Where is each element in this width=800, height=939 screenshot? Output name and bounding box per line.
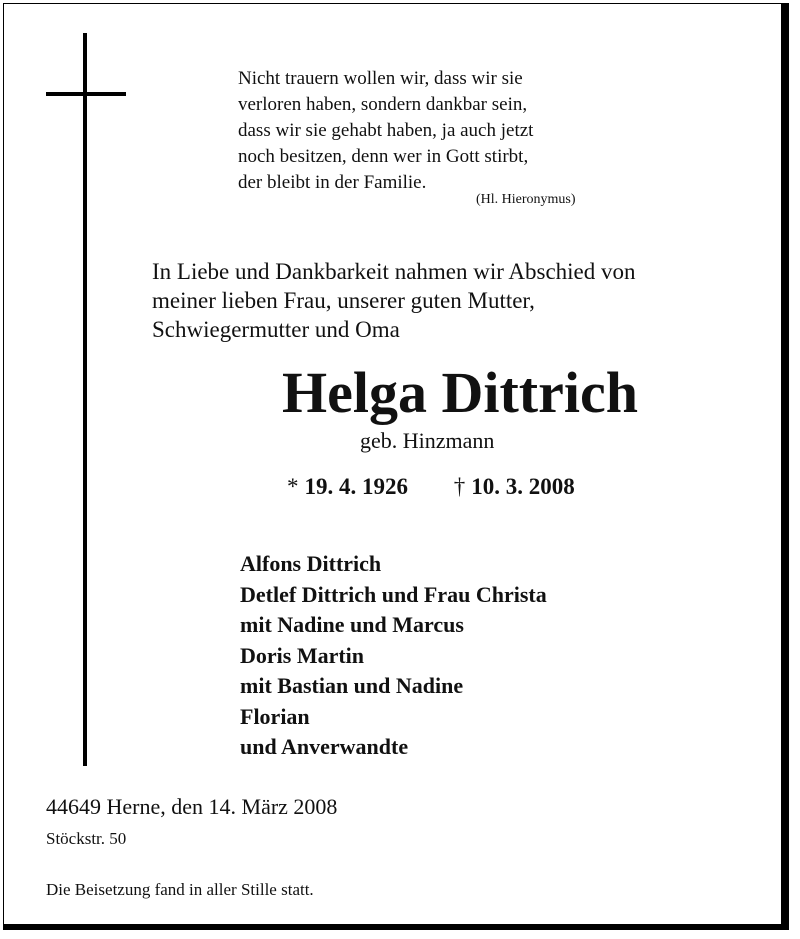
funeral-note: Die Beisetzung fand in aller Stille statt. bbox=[46, 880, 314, 899]
family-member: mit Nadine und Marcus bbox=[240, 612, 464, 637]
family-member: und Anverwandte bbox=[240, 734, 409, 759]
street-address: Stöckstr. 50 bbox=[46, 829, 127, 848]
death-cross-icon: † bbox=[453, 474, 466, 499]
cross-icon-horizontal bbox=[46, 92, 126, 96]
quote bbox=[238, 66, 638, 196]
deceased-name: Helga Dittrich bbox=[282, 360, 638, 425]
family-list bbox=[240, 549, 547, 763]
birth-symbol: * bbox=[287, 474, 299, 499]
quote-line: Nicht trauern wollen wir, dass wir sie bbox=[238, 68, 523, 89]
intro-line: In Liebe und Dankbarkeit nahmen wir Abschied von bbox=[152, 259, 636, 284]
family-member: Doris Martin bbox=[240, 642, 365, 668]
life-dates bbox=[287, 474, 575, 500]
family-member: mit Bastian und Nadine bbox=[240, 673, 464, 698]
intro-line: Schwiegermutter und Oma bbox=[152, 317, 400, 342]
birth-date-group bbox=[287, 474, 408, 500]
intro-text bbox=[152, 257, 772, 344]
birth-date: 19. 4. 1926 bbox=[304, 474, 408, 499]
place-date: 44649 Herne, den 14. März 2008 bbox=[46, 794, 338, 819]
death-date: 10. 3. 2008 bbox=[471, 474, 575, 499]
maiden-name: geb. Hinzmann bbox=[360, 428, 495, 453]
obituary-notice bbox=[3, 3, 789, 930]
family-member: Detlef Dittrich und Frau Christa bbox=[240, 581, 547, 607]
quote-line: verloren haben, sondern dankbar sein, bbox=[238, 94, 528, 115]
quote-line: dass wir sie gehabt haben, ja auch jetzt bbox=[238, 120, 534, 141]
quote-line: der bleibt in der Familie. bbox=[238, 172, 427, 193]
family-member: Florian bbox=[240, 703, 310, 729]
family-member: Alfons Dittrich bbox=[240, 551, 382, 576]
intro-line: meiner lieben Frau, unserer guten Mutter, bbox=[152, 288, 535, 313]
quote-source: (Hl. Hieronymus) bbox=[476, 192, 576, 207]
death-date-group bbox=[454, 474, 575, 500]
quote-line: noch besitzen, denn wer in Gott stirbt, bbox=[238, 146, 529, 167]
